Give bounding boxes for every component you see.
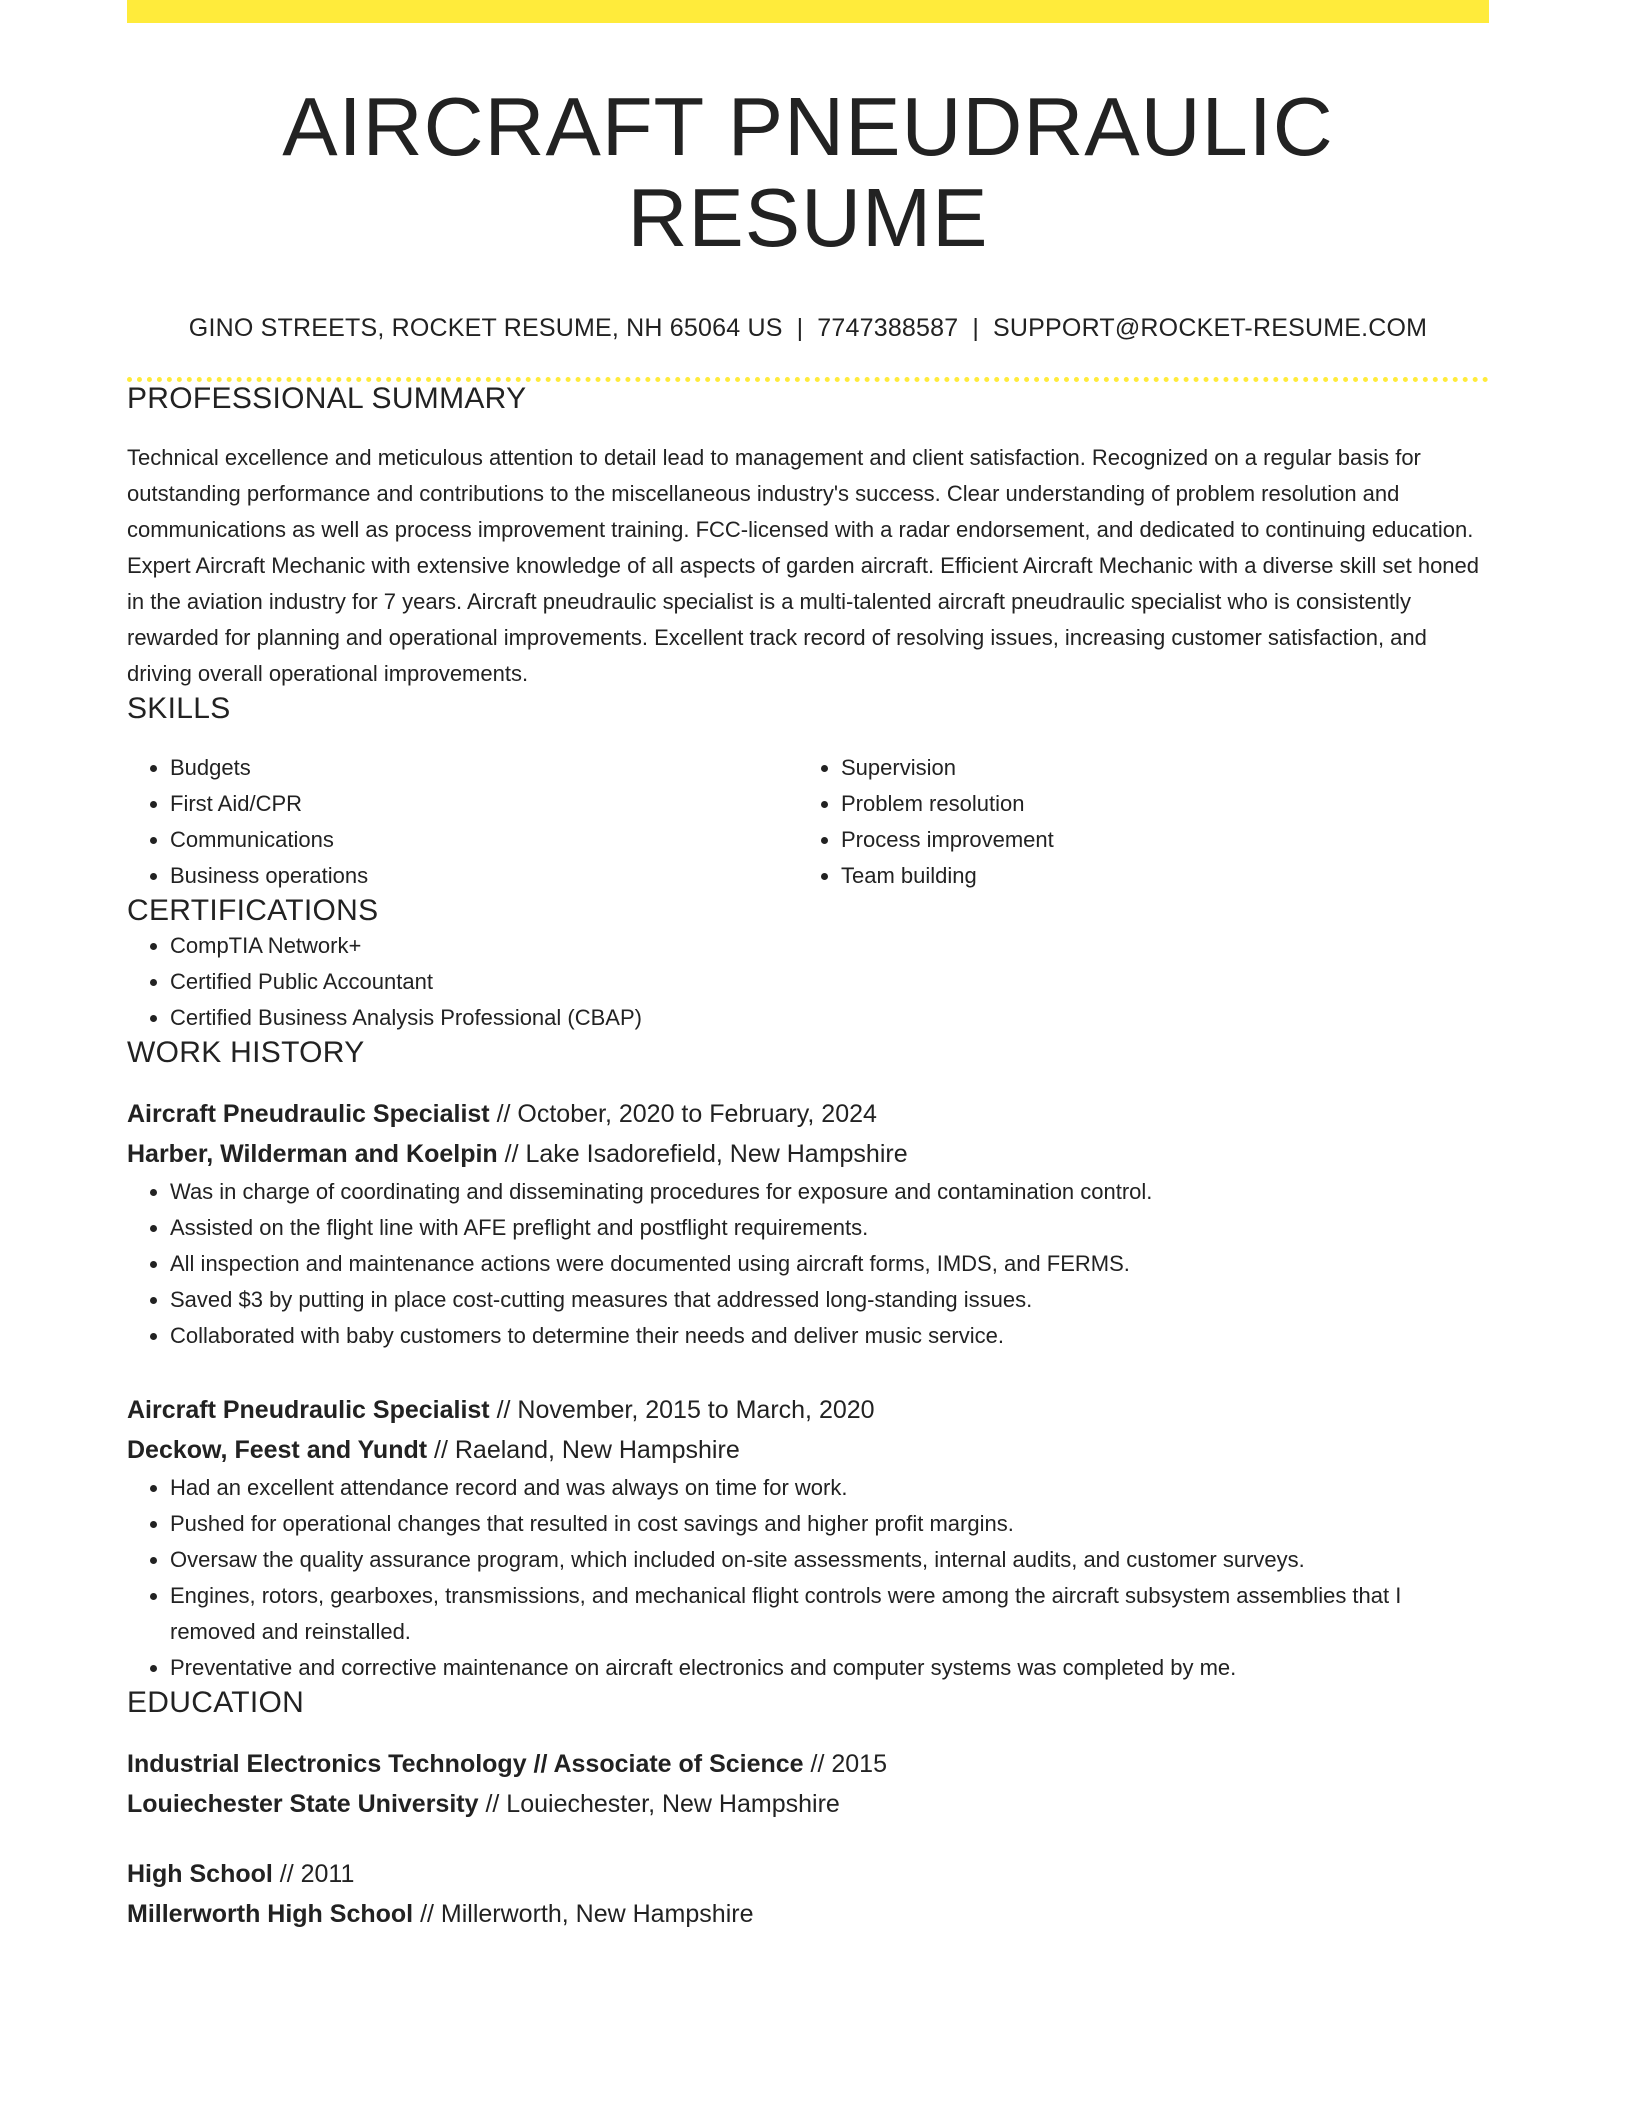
contact-address: GINO STREETS, ROCKET RESUME, NH 65064 US (188, 313, 783, 342)
job-company-line (127, 1134, 1489, 1174)
contact-separator: | (796, 313, 804, 342)
job-bullet: • Pushed for operational changes that resulted in cost savings and higher profit margins. (170, 1506, 1489, 1542)
job-title: Aircraft Pneudraulic Specialist (127, 1395, 490, 1424)
job-location: // Raeland, New Hampshire (434, 1435, 740, 1464)
skills-heading: SKILLS (127, 691, 231, 725)
skill-item: • Budgets (170, 750, 798, 786)
job-bullets (127, 1174, 1489, 1354)
education-degree-line (127, 1744, 1489, 1784)
job-bullet: • All inspection and maintenance actions were documented using aircraft forms, IMDS, and FERMS. (170, 1246, 1489, 1282)
skill-item: • First Aid/CPR (170, 786, 798, 822)
skill-item: • Business operations (170, 858, 798, 894)
job-bullet: • Preventative and corrective maintenance on aircraft electronics and computer systems was completed by me. (170, 1650, 1489, 1686)
job-company-line (127, 1430, 1489, 1470)
job-dates: // October, 2020 to February, 2024 (496, 1099, 877, 1128)
skill-item: • Communications (170, 822, 798, 858)
summary-text: Technical excellence and meticulous attention to detail lead to management and client satisfaction. Recognized on a regular basis for outstanding performance and contributions to the miscellaneous industry's success. Clear understanding of problem resolution and communications as well as process improvement training. FCC-licensed with a radar endorsement, and dedicated to continuing education. Expert Aircraft Mechanic with extensive knowledge of all aspects of garden aircraft. Efficient Aircraft Mechanic with a diverse skill set honed in the aviation industry for 7 years. Aircraft pneudraulic specialist is a multi-talented aircraft pneudraulic specialist who is consistently rewarded for planning and operational improvements. Excellent track record of resolving issues, increasing customer satisfaction, and driving overall operational improvements. (127, 444, 1480, 686)
education-degree-line (127, 1854, 1489, 1894)
education-year: // 2011 (279, 1859, 355, 1888)
job-title: Aircraft Pneudraulic Specialist (127, 1099, 490, 1128)
education-year: // 2015 (810, 1749, 887, 1778)
job-dates: // November, 2015 to March, 2020 (496, 1395, 875, 1424)
education-location: // Millerworth, New Hampshire (420, 1899, 754, 1928)
education-degree: Industrial Electronics Technology // Associate of Science (127, 1749, 804, 1778)
education-heading: EDUCATION (127, 1685, 305, 1719)
job-title-line (127, 1390, 1489, 1430)
education-location: // Louiechester, New Hampshire (485, 1789, 840, 1818)
job-entry (127, 1390, 1489, 1686)
certifications-heading: CERTIFICATIONS (127, 893, 379, 927)
contact-email: SUPPORT@ROCKET-RESUME.COM (993, 313, 1428, 342)
skills-column-left (127, 750, 798, 894)
skills-grid (127, 750, 1489, 894)
contact-line (127, 314, 1489, 343)
job-bullet: • Saved $3 by putting in place cost-cutting measures that addressed long-standing issues. (170, 1282, 1489, 1318)
resume-content (127, 23, 1489, 1934)
top-accent-bar (127, 0, 1489, 23)
certification-item: • CompTIA Network+ (170, 928, 1489, 964)
job-bullets (127, 1470, 1489, 1686)
contact-separator: | (972, 313, 980, 342)
education-school: Louiechester State University (127, 1789, 479, 1818)
skills-list-right (798, 750, 1469, 894)
certification-item: • Certified Business Analysis Professional (CBAP) (170, 1000, 1489, 1036)
job-company: Harber, Wilderman and Koelpin (127, 1139, 498, 1168)
job-company: Deckow, Feest and Yundt (127, 1435, 428, 1464)
education-school-line (127, 1894, 1489, 1934)
job-bullet: • Was in charge of coordinating and disseminating procedures for exposure and contamination control. (170, 1174, 1489, 1210)
job-bullet: • Oversaw the quality assurance program, which included on-site assessments, internal audits, and customer surveys. (170, 1542, 1489, 1578)
job-entry (127, 1094, 1489, 1354)
contact-phone: 7747388587 (817, 313, 959, 342)
skill-item: • Team building (841, 858, 1469, 894)
job-bullet: • Had an excellent attendance record and was always on time for work. (170, 1470, 1489, 1506)
summary-heading: PROFESSIONAL SUMMARY (127, 381, 527, 415)
resume-title: AIRCRAFT PNEUDRAULIC RESUME (282, 80, 1334, 265)
job-bullet: • Collaborated with baby customers to determine their needs and deliver music service. (170, 1318, 1489, 1354)
certifications-list (127, 928, 1489, 1036)
education-school-line (127, 1784, 1489, 1824)
education-entry (127, 1744, 1489, 1824)
skill-item: • Supervision (841, 750, 1469, 786)
skill-item: • Process improvement (841, 822, 1469, 858)
education-degree: High School (127, 1859, 273, 1888)
job-bullet: • Engines, rotors, gearboxes, transmissions, and mechanical flight controls were among the aircraft subsystem assemblies that I removed and reinstalled. (170, 1578, 1489, 1650)
education-school: Millerworth High School (127, 1899, 414, 1928)
education-entry (127, 1854, 1489, 1934)
skills-column-right (798, 750, 1469, 894)
skills-list-left (127, 750, 798, 894)
certification-item: • Certified Public Accountant (170, 964, 1489, 1000)
work-history-heading: WORK HISTORY (127, 1035, 365, 1069)
job-title-line (127, 1094, 1489, 1134)
skill-item: • Problem resolution (841, 786, 1469, 822)
job-bullet: • Assisted on the flight line with AFE preflight and postflight requirements. (170, 1210, 1489, 1246)
job-location: // Lake Isadorefield, New Hampshire (504, 1139, 908, 1168)
